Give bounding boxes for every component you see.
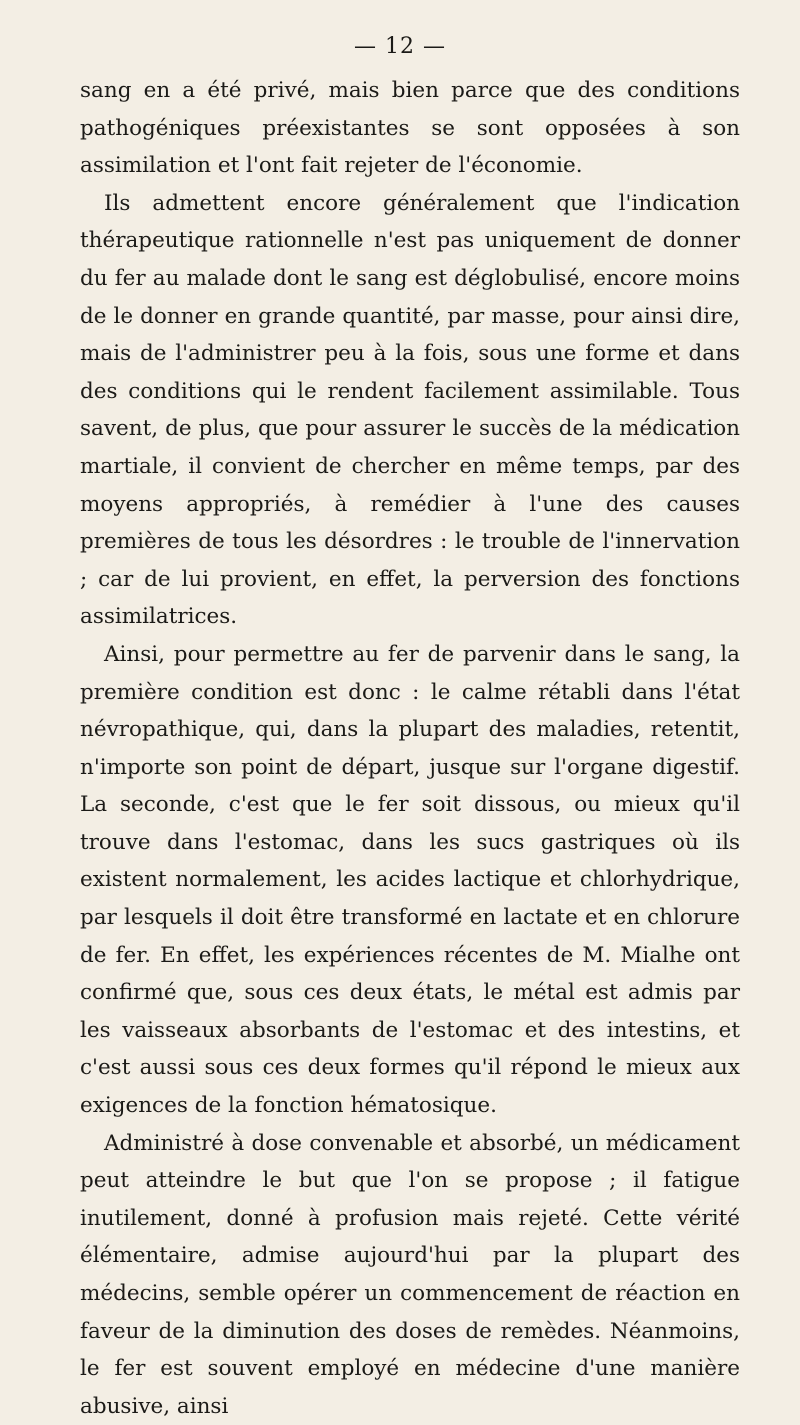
body-text: [80, 72, 740, 1425]
paragraph-dosage: Administré à dose convenable et absorbé, un médicament peut atteindre le but que l'on se propose ; il fatigue inutilement, donné à profusion mais rejeté. Cette vérité élémentaire, admise aujourd'hui par la plupart des médecins, semble opérer un commencement de réaction en faveur de la diminution des doses de remèdes. Néanmoins, le fer est souvent employé en médecine d'une manière abusive, ainsi: [80, 1130, 740, 1419]
paragraph-therapeutic-indication: Ils admettent encore généralement que l'indication thérapeutique rationnelle n'est pas uniquement de donner du fer au malade dont le sang est déglobulisé, encore moins de le donner en grande quantité, par masse, pour ainsi dire, mais de l'administrer peu à la fois, sous une forme et dans des conditions qui le rendent facilement assimilable. Tous savent, de plus, que pour assurer le succès de la médication martiale, il convient de chercher en même temps, par des moyens appropriés, à remédier à l'une des causes premières de tous les désordres : le trouble de l'innervation ; car de lui provient, en effet, la perversion des fonctions assimilatrices.: [80, 190, 740, 630]
paragraph-conditions: Ainsi, pour permettre au fer de parvenir dans le sang, la première condition est donc : le calme rétabli dans l'état névropathique, qui, dans la plupart des maladies, retentit, n'importe son point de départ, jusque sur l'organe digestif. La seconde, c'est que le fer soit dissous, ou mieux qu'il trouve dans l'estomac, dans les sucs gastriques où ils existent normalement, les acides lactique et chlorhydrique, par lesquels il doit être transformé en lactate et en chlorure de fer. En effet, les expériences récentes de M. Mialhe ont confirmé que, sous ces deux états, le métal est admis par les vaisseaux absorbants de l'estomac et des intestins, et c'est aussi sous ces deux formes qu'il répond le mieux aux exigences de la fonction hématosique.: [80, 641, 740, 1119]
page-number: — 12 —: [354, 34, 446, 59]
paragraph-continuation: sang en a été privé, mais bien parce que des conditions pathogéniques préexistantes se sont opposées à son assimilation et l'ont fait rejeter de l'économie.: [80, 78, 740, 179]
